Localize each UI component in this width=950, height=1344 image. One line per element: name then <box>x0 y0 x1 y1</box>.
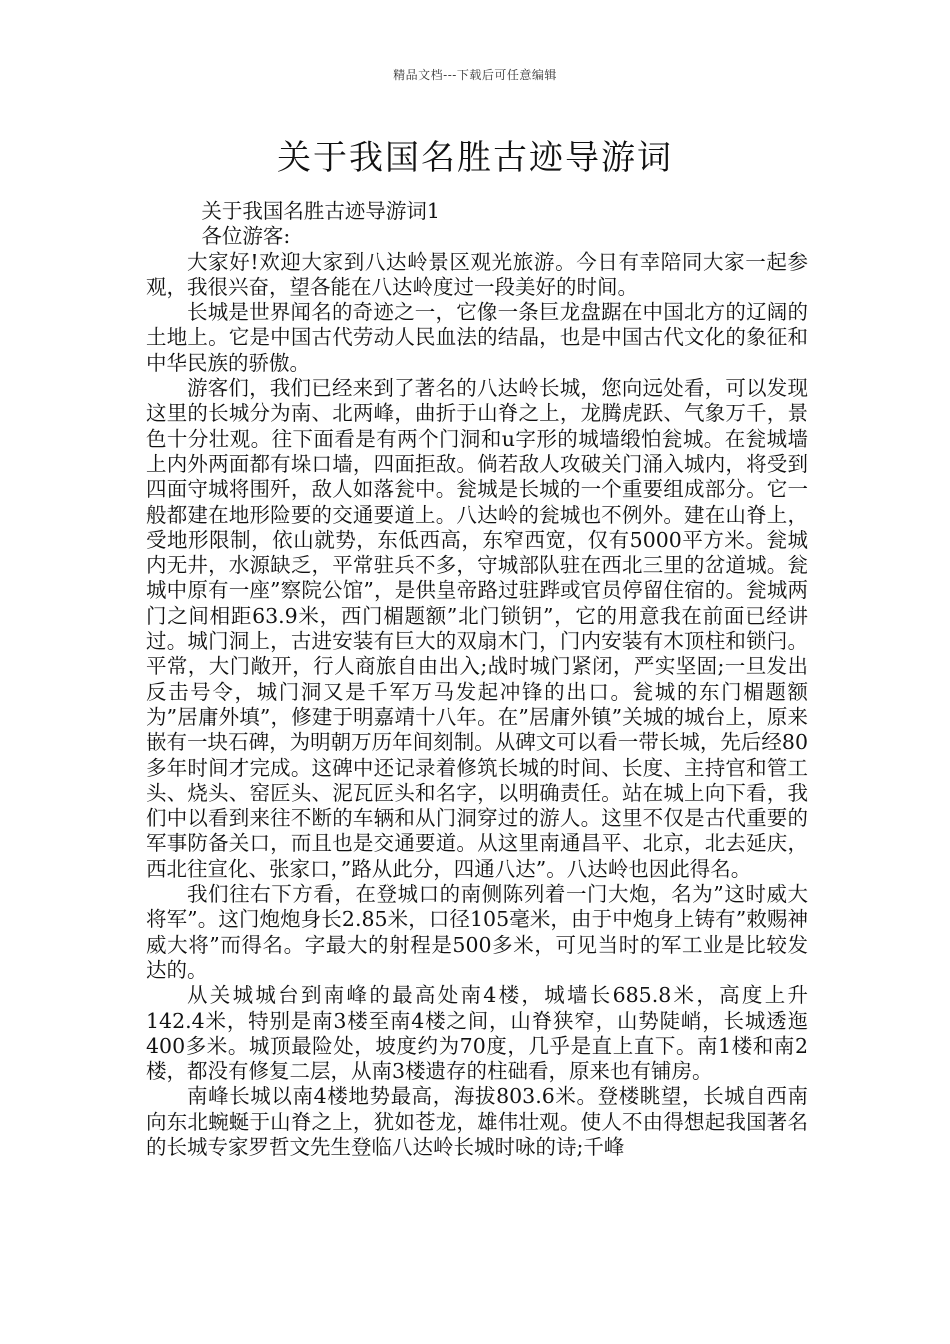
header-note: 精品文档---下载后可任意编辑 <box>393 68 557 82</box>
paragraph: 从关城城台到南峰的最高处南4楼，城墙长685.8米，高度上升142.4米，特别是南3楼至南4楼之间，山脊狭窄，山势陡峭，长城透迤400多米。城顶最险处，坡度约为70度，几乎是直上直下。南1楼和南2楼，都没有修复二层，从南3楼遗存的柱础看，原来也有铺房。 <box>146 983 808 1084</box>
section-heading: 关于我国名胜古迹导游词1 <box>201 199 440 223</box>
paragraph: 长城是世界闻名的奇迹之一，它像一条巨龙盘踞在中国北方的辽阔的土地上。它是中国古代劳动人民血法的结晶，也是中国古代文化的象征和中华民族的骄傲。 <box>146 300 808 375</box>
paragraph: 游客们，我们已经来到了著名的八达岭长城，您向远处看，可以发现这里的长城分为南、北两峰，曲折于山脊之上，龙腾虎跃、气象万千，景色十分壮观。往下面看是有两个门洞和u字形的城墙缎怕瓮城。在瓮城墙上内外两面都有垛口墙，四面拒敌。倘若敌人攻破关门涌入城内，将受到四面守城将围歼，敌人如落瓮中。瓮城是长城的一个重要组成部分。它一般都建在地形险要的交通要道上。八达岭的瓮城也不例外。建在山脊上，受地形限制，依山就势，东低西高，东窄西宽，仅有5000平方米。瓮城内无井，水源缺乏，平常驻兵不多，守城部队驻在西北三里的岔道城。瓮城中原有一座”察院公馆”，是供皇帝路过驻跸或官员停留住宿的。瓮城两门之间相距63.9米，西门楣题额”北门锁钥”，它的用意我在前面已经讲过。城门洞上，古进安装有巨大的双扇木门，门内安装有木顶柱和锁闩。平常，大门敞开，行人商旅自由出入;战时城门紧闭，严实坚固;一旦发出反击号令，城门洞又是千军万马发起冲锋的出口。瓮城的东门楣题额为”居庸外填”，修建于明嘉靖十八年。在”居庸外镇”关城的城台上，原来嵌有一块石碑，为明朝万历年间刻制。从碑文可以看一带长城，先后经80多年时间才完成。这碑中还记录着修筑长城的时间、长度、主持官和管工头、烧头、窑匠头、泥瓦匠头和名字，以明确责任。站在城上向下看，我们中以看到来往不断的车辆和从门洞穿过的游人。这里不仅是古代重要的军事防备关口，而且也是交通要道。从这里南通昌平、北京，北去延庆，西北往宣化、张家口，”路从此分，四通八达”。八达岭也因此得名。 <box>146 376 808 881</box>
paragraph: 南峰长城以南4楼地势最高，海拔803.6米。登楼眺望，长城自西南向东北蜿蜒于山脊之上，犹如苍龙，雄伟壮观。使人不由得想起我国著名的长城专家罗哲文先生登临八达岭长城时咏的诗;千峰 <box>146 1084 808 1159</box>
page-title: 关于我国名胜古迹导游词 <box>277 138 673 178</box>
document-body <box>146 199 808 1160</box>
paragraph: 我们往右下方看，在登城口的南侧陈列着一门大炮，名为”这时威大将军”。这门炮炮身长2.85米，口径105毫米，由于中炮身上铸有”敕赐神威大将”而得名。字最大的射程是500多米，可见当时的军工业是比较发达的。 <box>146 882 808 982</box>
salutation: 各位游客: <box>201 224 291 249</box>
paragraph: 大家好!欢迎大家到八达岭景区观光旅游。今日有幸陪同大家一起参观，我很兴奋，望各能在八达岭度过一段美好的时间。 <box>146 249 808 299</box>
